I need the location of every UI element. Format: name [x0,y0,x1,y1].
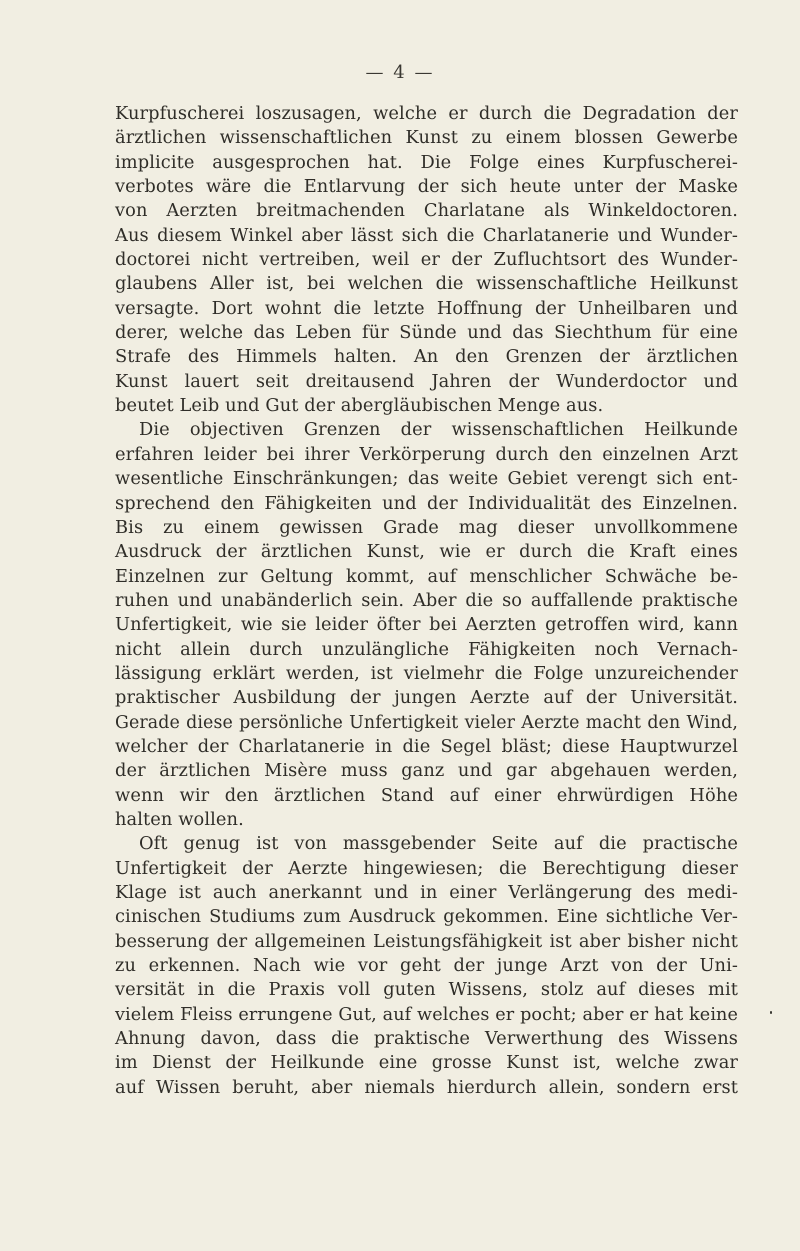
text-line: welcher der Charlatanerie in die Segel bläst; diese Hauptwurzel [115,735,738,757]
text-line: im Dienst der Heilkunde eine grosse Kunst ist, welche zwar [115,1052,738,1074]
text-line: auf Wissen beruht, aber niemals hierdurch allein, sondern erst [115,1076,738,1098]
text-line: beutet Leib und Gut der abergläubischen Menge aus. [115,395,604,417]
text-line: wesentliche Einschränkungen; das weite Gebiet verengt sich ent- [115,468,738,490]
text-line: Ahnung davon, dass die praktische Verwerthung des Wissens [115,1028,738,1050]
text-line: halten wollen. [115,808,244,830]
page-number: — 4 — [365,62,435,83]
text-line: praktischer Ausbildung der jungen Aerzte auf der Universität. [115,687,738,709]
text-line: von Aerzten breitmachenden Charlatane als Winkeldoctoren. [115,200,738,222]
text-line: verbotes wäre die Entlarvung der sich heute unter der Maske [115,176,738,198]
text-line: Ausdruck der ärztlichen Kunst, wie er durch die Kraft eines [115,541,738,563]
text-line: vielem Fleiss errungene Gut, auf welches er pocht; aber er hat keine [115,1004,738,1025]
print-speck [770,1011,772,1014]
text-line: nicht allein durch unzulängliche Fähigkeiten noch Vernach- [115,638,738,660]
text-line: wenn wir den ärztlichen Stand auf einer ehrwürdigen Höhe [115,784,738,806]
text-line: Die objectiven Grenzen der wissenschaftlichen Heilkunde [139,419,738,441]
text-line: derer, welche das Leben für Sünde und das Siechthum für eine [115,322,738,344]
text-line: versität in die Praxis voll guten Wissens, stolz auf dieses mit [115,979,738,1001]
text-line: doctorei nicht vertreiben, weil er der Zufluchtsort des Wunder- [115,249,738,271]
text-line: versagte. Dort wohnt die letzte Hoffnung der Unheilbaren und [115,297,738,319]
text-line: besserung der allgemeinen Leistungsfähigkeit ist aber bisher nicht [115,930,738,952]
body-text [115,102,738,1100]
text-line: erfahren leider bei ihrer Verkörperung durch den einzelnen Arzt [115,443,738,465]
text-line: zu erkennen. Nach wie vor geht der junge Arzt von der Uni- [115,955,738,977]
text-line: Klage ist auch anerkannt und in einer Verlängerung des medi- [115,882,738,903]
text-line: der ärztlichen Misère muss ganz und gar abgehauen werden, [115,760,738,782]
text-line: implicite ausgesprochen hat. Die Folge eines Kurpfuscherei- [115,151,738,173]
text-line: Unfertigkeit der Aerzte hingewiesen; die Berechtigung dieser [115,857,738,879]
text-line: Kunst lauert seit dreitausend Jahren der Wunderdoctor und [115,370,738,392]
text-line: Gerade diese persönliche Unfertigkeit vieler Aerzte macht den Wind, [115,712,738,733]
text-line: ruhen und unabänderlich sein. Aber die so auffallende praktische [115,589,738,611]
text-line: glaubens Aller ist, bei welchen die wissenschaftliche Heilkunst [115,273,738,295]
text-line: sprechend den Fähigkeiten und der Individualität des Einzelnen. [115,492,738,514]
text-line: Oft genug ist von massgebender Seite auf die practische [139,833,738,855]
text-line: lässigung erklärt werden, ist vielmehr die Folge unzureichender [115,662,738,684]
text-line: Kurpfuscherei loszusagen, welche er durch die Degradation der [115,103,738,124]
text-line: Aus diesem Winkel aber lässt sich die Charlatanerie und Wunder- [115,224,738,246]
text-line: Bis zu einem gewissen Grade mag dieser unvollkommene [115,516,738,538]
text-line: Unfertigkeit, wie sie leider öfter bei Aerzten getroffen wird, kann [115,614,738,636]
text-line: Strafe des Himmels halten. An den Grenzen der ärztlichen [115,346,738,368]
text-line: ärztlichen wissenschaftlichen Kunst zu einem blossen Gewerbe [115,127,738,149]
text-line: cinischen Studiums zum Ausdruck gekommen. Eine sichtliche Ver- [115,906,738,928]
text-line: Einzelnen zur Geltung kommt, auf menschlicher Schwäche be- [115,565,738,587]
